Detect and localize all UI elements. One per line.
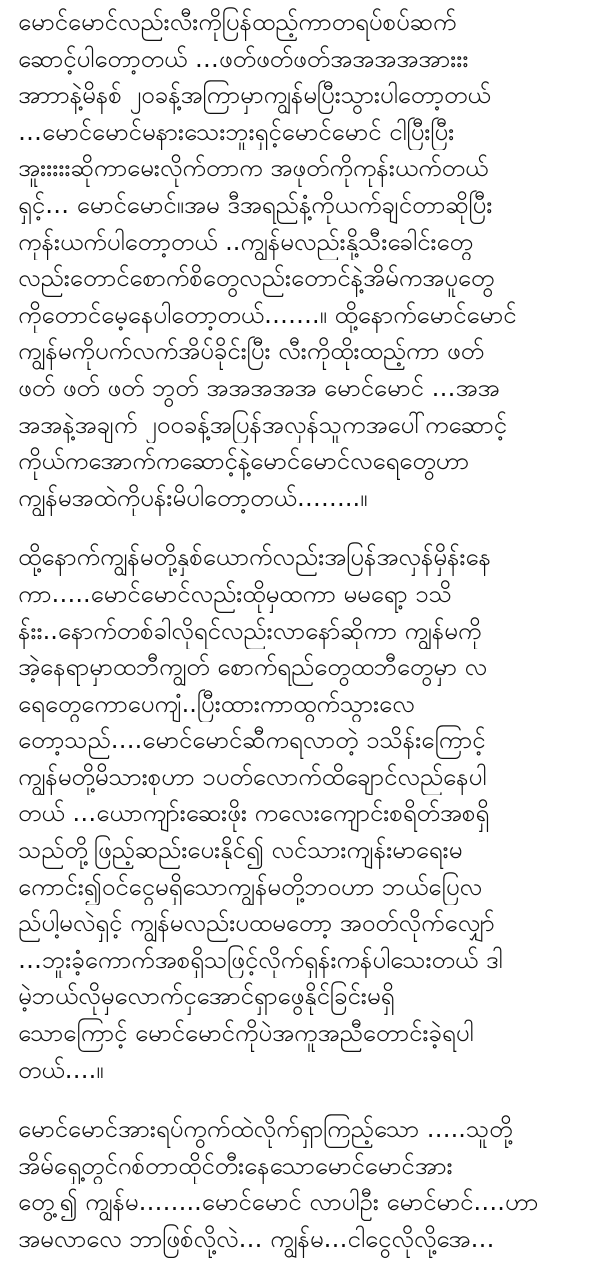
- text-line: တွေ့၍ ကျွန်မ……..မောင်မောင် လာပါဦး မောင်မာင်….ဟာ: [18, 1188, 539, 1217]
- paragraph-1: [18, 4, 590, 516]
- text-line: ကျွန်မအထဲကိုပန်းမိပါတော့တယ်……..။: [18, 483, 368, 512]
- text-line: မောင်မောင်လည်းလီးကိုပြန်ထည့်ကာတရပ်စပ်ဆက်: [18, 8, 457, 36]
- text-line: အမလာလေ ဘာဖြစ်လို့လဲ… ကျွန်မ…ငါငွေလိုလို့အေ…: [18, 1225, 495, 1253]
- text-line: တယ် …ယောကျာ်းဆေးဖိုး ကလေးကျောင်းစရိတ်အစရှိ: [18, 799, 490, 828]
- text-line: ရှင့်… မောင်မောင်။အမ ဒီအရည်နံ့ကိုယက်ချင်တာဆိုပြီး: [18, 190, 493, 219]
- text-line: ကျွန်မကိုပက်လက်အိပ်ခိုင်းပြီး လီးကိုထိုးထည့်ကာ ဖတ်: [18, 337, 484, 366]
- text-line: ကာ…..မောင်မောင်လည်းထိုမှထကာ မမရော့ ၁သိ: [18, 579, 452, 608]
- text-line: ရေတွေကောပေကျံ..ပြီးထားကာထွက်သွားလေ: [18, 689, 415, 718]
- document-body: [18, 4, 590, 1280]
- text-line: ဖတ် ဖတ် ဖတ် ဘွတ် အအအအအ မောင်မောင် …အအ: [18, 373, 500, 402]
- text-line: …ဘူးခံ့ကောက်အစရှိသဖြင့်လိုက်ရှန်းကန်ပါသေးတယ် ဒါ: [18, 945, 503, 974]
- text-line: အအနဲ့အချက် ၂၀၀ခန့်အပြန်အလှန်သူကအပေါ်ကဆောင့်: [18, 410, 507, 439]
- text-line: ဆောင့်ပါတော့တယ် …ဖတ်ဖတ်ဖတ်အအအအအားးး: [18, 44, 469, 73]
- text-line: န်းး..နောက်တစ်ခါလိုရင်လည်းလာနော်ဆိုကာ ကျွန်မကို: [18, 616, 482, 645]
- text-line: ကျွန်မတို့မိသားစုဟာ ၁ပတ်လောက်ထိချောင်လည်နေပါ: [18, 762, 487, 791]
- text-line: သည်တို့ဖြည့်ဆည်းပေးနိုင်၍ လင်သားကျန်းမာရေးမ: [18, 836, 463, 865]
- paragraph-3: [18, 1111, 590, 1257]
- text-line: လည်းတောင်စောက်စိတွေလည်းတောင်နဲ့အိမ်ကအပူတွေ: [18, 264, 495, 293]
- text-line: တော့သည်….မောင်မောင်ဆီကရလာတဲ့ ၁သိန်းကြောင့်: [18, 726, 486, 755]
- text-line: ကုန်းယက်ပါတော့တယ် ..ကျွန်မလည်းနို့သီးခေါင်းတွေ: [18, 227, 473, 256]
- text-line: သောကြောင့် မောင်မောင်ကိုပဲအကူအညီတောင်းခဲ့ရပါ: [18, 1019, 474, 1048]
- text-line: ထို့နောက်ကျွန်မတို့နှစ်ယောက်လည်းအပြန်အလှန်မှိန်းနေ: [18, 543, 491, 572]
- text-line: မောင်မောင်အားရပ်ကွက်ထဲလိုက်ရှာကြည့်သော …..သူတို့: [18, 1115, 513, 1144]
- text-line: အူးးးးးဆိုကာမေးလိုက်တာက အဖုတ်ကိုကုန်းယက်တယ်: [18, 154, 489, 183]
- text-line: …မောင်မောင်မနားသေးဘူးရှင့်မောင်မောင် ငါပြီးပြီး: [18, 117, 455, 146]
- paragraph-2: [18, 539, 590, 1088]
- text-line: အဲ့နေရာမှာထဘီကျွတ် စောက်ရည်တွေထဘီတွေမှာ လ: [18, 653, 487, 682]
- text-line: အာာာနဲ့မိနစ် ၂၀ခန့်အကြာမှာကျွန်မပြီးသွားပါတော့တယ်: [18, 81, 491, 110]
- text-line: ည်ပါ့မလဲရှင့် ကျွန်မလည်းပထမတော့ အဝတ်လိုက်လျှော်: [18, 909, 495, 938]
- text-line: ကိုယ်ကအောက်ကဆောင့်နဲ့မောင်မောင်လရေတွေဟာ: [18, 447, 470, 476]
- text-line: မဲ့ဘယ်လိုမှလောက်ငှအောင်ရှာဖွေနိုင်ခြင်းမရှိ: [18, 982, 395, 1011]
- text-line: တယ်….။: [18, 1055, 104, 1084]
- text-line: ကိုတောင်မေ့နေပါတော့တယ်…….။ ထို့နောက်မောင်မောင်: [18, 300, 517, 329]
- text-line: အိမ်ရှေ့တွင်ဂစ်တာထိုင်တီးနေသောမောင်မောင်အား: [18, 1151, 453, 1180]
- text-line: ကောင်း၍ဝင်ငွေမရှိသောကျွန်မတို့ဘဝဟာ ဘယ်ပြေလ: [18, 872, 483, 901]
